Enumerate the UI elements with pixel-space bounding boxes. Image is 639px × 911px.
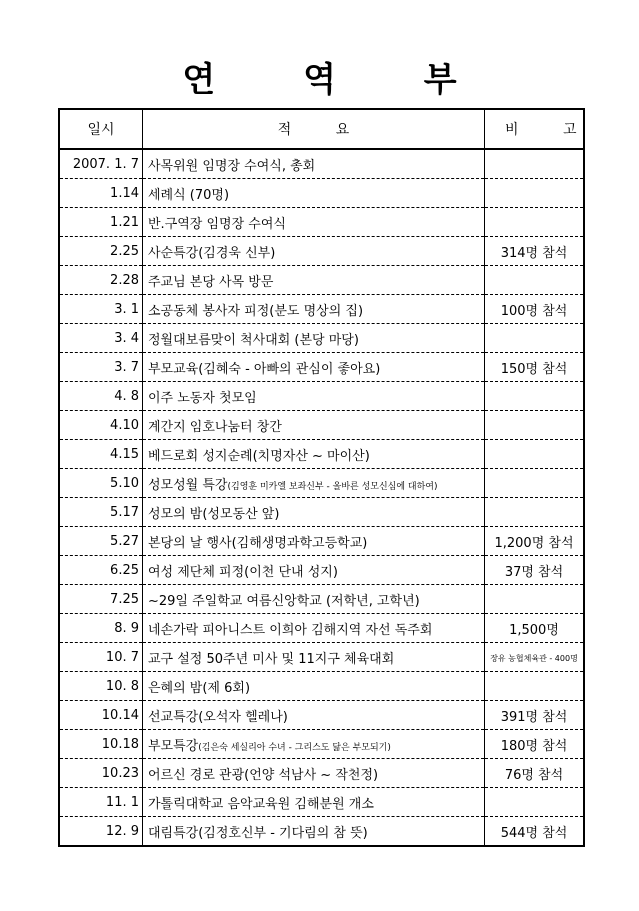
- table-row: [59, 701, 584, 730]
- row-note: [485, 266, 585, 295]
- row-note: [485, 353, 585, 382]
- row-summary: [143, 788, 485, 817]
- row-note-text: 180명 참석: [500, 738, 568, 754]
- row-note-text: 1,500명: [509, 622, 559, 638]
- row-summary-text: 성모의 밤(성모동산 앞): [148, 506, 280, 522]
- row-summary-text: 여성 제단체 피정(이천 단내 성지): [148, 564, 338, 580]
- row-summary: [143, 179, 485, 208]
- table-row: [59, 266, 584, 295]
- row-date: 5.27: [59, 527, 143, 556]
- row-summary: [143, 672, 485, 701]
- header-note: 비 고: [485, 109, 585, 149]
- row-summary-text: 선교특강(오석자 헬레나): [148, 709, 288, 725]
- row-note-detail: 장유 농협체육관 - 400명: [490, 653, 578, 663]
- row-date: 4. 8: [59, 382, 143, 411]
- row-summary-text: 소공동체 봉사자 피정(분도 명상의 집): [148, 303, 364, 319]
- table-row: [59, 324, 584, 353]
- row-date: 4.15: [59, 440, 143, 469]
- row-summary-text: 성모성월 특강: [148, 477, 228, 493]
- row-summary: [143, 208, 485, 237]
- row-note: [485, 527, 585, 556]
- row-note: [485, 324, 585, 353]
- row-summary-detail: (김영훈 미카엘 보좌신부 - 올바른 성모신심에 대하여): [227, 481, 438, 492]
- table-row: [59, 353, 584, 382]
- row-date: 1.14: [59, 179, 143, 208]
- row-date: 10.14: [59, 701, 143, 730]
- row-date: 2.28: [59, 266, 143, 295]
- row-date: 11. 1: [59, 788, 143, 817]
- table-row: [59, 498, 584, 527]
- row-summary-text: 본당의 날 행사(김해생명과학고등학교): [148, 535, 368, 551]
- row-summary-text: 이주 노동자 첫모임: [148, 390, 257, 406]
- table-row: [59, 382, 584, 411]
- row-summary-text: 가톨릭대학교 음악교육원 김해분원 개소: [148, 796, 374, 812]
- row-note: [485, 295, 585, 324]
- row-summary-text: 교구 설정 50주년 미사 및 11지구 체육대회: [148, 651, 395, 667]
- row-summary: [143, 556, 485, 585]
- row-summary-text: 부모특강: [148, 738, 199, 754]
- row-date: 3. 7: [59, 353, 143, 382]
- row-summary-text: 사순특강(김경욱 신부): [148, 245, 276, 261]
- row-summary-text: 반.구역장 임명장 수여식: [148, 216, 286, 232]
- table-row: [59, 208, 584, 237]
- row-note: [485, 149, 585, 179]
- page-title: 연 역 부: [182, 60, 495, 100]
- row-note: [485, 237, 585, 266]
- header-date: 일시: [59, 109, 143, 149]
- row-summary-text: 베드로회 성지순례(치명자산 ~ 마이산): [148, 448, 370, 464]
- row-date: 3. 1: [59, 295, 143, 324]
- row-summary: [143, 469, 485, 498]
- row-summary-text: ~29일 주일학교 여름신앙학교 (저학년, 고학년): [148, 593, 420, 609]
- row-note: [485, 672, 585, 701]
- row-note: [485, 411, 585, 440]
- row-summary-detail: (김은숙 세실리아 수녀 - 그리스도 닮은 부모되기): [198, 742, 391, 753]
- row-note: [485, 643, 585, 672]
- table-row: [59, 788, 584, 817]
- row-date: 8. 9: [59, 614, 143, 643]
- row-summary-text: 부모교육(김혜숙 - 아빠의 관심이 좋아요): [148, 361, 381, 377]
- row-summary-text: 사목위원 임명장 수여식, 총회: [148, 158, 316, 174]
- row-date: 5.17: [59, 498, 143, 527]
- row-note-text: 314명 참석: [500, 245, 568, 261]
- row-summary: [143, 759, 485, 788]
- row-summary: [143, 411, 485, 440]
- table-row: [59, 295, 584, 324]
- table-row: [59, 614, 584, 643]
- row-summary-text: 주교님 본당 사목 방문: [148, 274, 274, 290]
- row-date: 2007. 1. 7: [59, 149, 143, 179]
- table-row: [59, 149, 584, 179]
- table-row: [59, 817, 584, 847]
- row-summary: [143, 149, 485, 179]
- row-note-text: 100명 참석: [500, 303, 568, 319]
- row-summary: [143, 440, 485, 469]
- row-summary: [143, 382, 485, 411]
- row-summary: [143, 730, 485, 759]
- table-row: [59, 759, 584, 788]
- table-row: [59, 527, 584, 556]
- row-note: [485, 469, 585, 498]
- table-row: [59, 643, 584, 672]
- row-date: 10.18: [59, 730, 143, 759]
- row-summary-text: 정월대보름맞이 척사대회 (본당 마당): [148, 332, 359, 348]
- row-summary: [143, 266, 485, 295]
- table-row: [59, 556, 584, 585]
- table-header-row: [59, 109, 584, 149]
- row-note-text: 1,200명 참석: [494, 535, 574, 551]
- row-note: [485, 498, 585, 527]
- row-note: [485, 759, 585, 788]
- row-summary-text: 어르신 경로 관광(언양 석남사 ~ 작천정): [148, 767, 379, 783]
- table-row: [59, 440, 584, 469]
- row-note: [485, 788, 585, 817]
- row-note: [485, 817, 585, 847]
- row-note-text: 76명 참석: [504, 767, 564, 783]
- table-row: [59, 411, 584, 440]
- row-summary: [143, 324, 485, 353]
- row-note: [485, 585, 585, 614]
- row-summary: [143, 527, 485, 556]
- table-row: [59, 469, 584, 498]
- row-summary: [143, 817, 485, 847]
- row-note: [485, 208, 585, 237]
- row-note: [485, 614, 585, 643]
- row-date: 1.21: [59, 208, 143, 237]
- row-date: 2.25: [59, 237, 143, 266]
- header-summary: 적 요: [143, 109, 485, 149]
- row-summary: [143, 643, 485, 672]
- table-body: [59, 149, 584, 846]
- table-row: [59, 730, 584, 759]
- row-note: [485, 701, 585, 730]
- row-date: 7.25: [59, 585, 143, 614]
- row-summary: [143, 701, 485, 730]
- row-summary-text: 세례식 (70명): [148, 187, 230, 203]
- row-note-text: 150명 참석: [500, 361, 568, 377]
- row-date: 12. 9: [59, 817, 143, 847]
- row-note: [485, 440, 585, 469]
- row-date: 10. 8: [59, 672, 143, 701]
- row-summary-text: 대림특강(김정호신부 - 기다림의 참 뜻): [148, 825, 368, 841]
- table-row: [59, 672, 584, 701]
- row-date: 3. 4: [59, 324, 143, 353]
- table-row: [59, 237, 584, 266]
- history-table: [58, 108, 597, 847]
- row-note-text: 391명 참석: [500, 709, 568, 725]
- row-note: [485, 179, 585, 208]
- row-summary: [143, 614, 485, 643]
- row-date: 6.25: [59, 556, 143, 585]
- row-summary-text: 계간지 임호나눔터 창간: [148, 419, 282, 435]
- row-summary: [143, 295, 485, 324]
- row-note-text: 37명 참석: [504, 564, 564, 580]
- row-summary-text: 은혜의 밤(제 6회): [148, 680, 251, 696]
- table-row: [59, 585, 584, 614]
- row-summary: [143, 353, 485, 382]
- row-summary-text: 네손가락 피아니스트 이희아 김해지역 자선 독주회: [148, 622, 433, 638]
- row-date: 10. 7: [59, 643, 143, 672]
- row-note: [485, 556, 585, 585]
- table-row: [59, 179, 584, 208]
- row-note: [485, 730, 585, 759]
- row-date: 10.23: [59, 759, 143, 788]
- row-note-text: 544명 참석: [500, 825, 568, 841]
- row-date: 5.10: [59, 469, 143, 498]
- row-summary: [143, 585, 485, 614]
- row-date: 4.10: [59, 411, 143, 440]
- row-summary: [143, 237, 485, 266]
- row-note: [485, 382, 585, 411]
- row-summary: [143, 498, 485, 527]
